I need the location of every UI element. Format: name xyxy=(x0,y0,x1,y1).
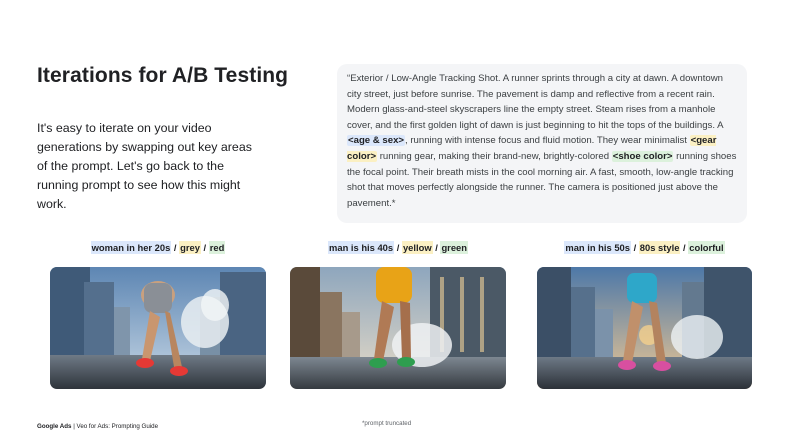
caption-separator: / xyxy=(432,242,441,253)
video-thumbnail-2 xyxy=(290,267,506,389)
caption-age-sex: woman in her 20s xyxy=(91,242,171,253)
video-thumbnail-3 xyxy=(537,267,752,389)
footer-separator: | xyxy=(71,423,77,430)
gear-color-placeholder: <gear color> xyxy=(347,135,717,162)
variation-caption-1 xyxy=(50,242,266,253)
caption-age-sex: man in his 50s xyxy=(565,242,630,253)
age-sex-placeholder: <age & sex> xyxy=(348,135,405,147)
prompt-truncated-note: *prompt truncated xyxy=(362,420,412,427)
caption-separator: / xyxy=(200,242,209,253)
caption-shoe-color: red xyxy=(209,242,225,253)
caption-separator: / xyxy=(680,242,689,253)
caption-gear-color: 80s style xyxy=(639,242,680,253)
video-thumbnail-1 xyxy=(50,267,266,389)
caption-separator: / xyxy=(171,242,180,253)
caption-shoe-color: green xyxy=(441,242,467,253)
caption-gear-color: grey xyxy=(180,242,200,253)
caption-age-sex: man is his 40s xyxy=(329,242,394,253)
prompt-text-box xyxy=(337,64,747,223)
footer-brand xyxy=(37,423,158,430)
variation-caption-3 xyxy=(537,242,752,253)
prompt-text: “Exterior / Low-Angle Tracking Shot. A runner sprints through a city at dawn. A downtown city street, just before sunrise. The pavement is damp and reflective from a recent rain. Modern glass-and-steel skyscrapers line the empty street. Steam rises from a manhole cover, and the first golden light of dawn is just beginning to hit the tops of the buildings. A xyxy=(347,73,724,131)
footer-brand-name: Google Ads xyxy=(37,423,72,430)
footer-guide-title: Veo for Ads: Prompting Guide xyxy=(76,423,159,430)
prompt-text: running gear, making their brand-new, brightly-colored xyxy=(377,150,612,162)
prompt-text: , running with intense focus and fluid motion. They wear minimalist xyxy=(405,135,690,147)
caption-separator: / xyxy=(394,242,402,253)
caption-shoe-color: colorful xyxy=(689,242,724,253)
slide-title: Iterations for A/B Testing xyxy=(37,64,289,87)
caption-separator: / xyxy=(630,242,639,253)
slide-body-text: It's easy to iterate on your video generations by swapping out key areas of the prompt. Let's go back to the running prompt to see how this might work. xyxy=(37,121,252,211)
prompt-text: running shoes the focal point. Their breath mists in the cool morning air. A fast, smooth, low-angle tracking shot that moves perfectly alongside the runner. The camera is positioned just above the pavement.* xyxy=(347,150,737,209)
shoe-color-placeholder: <shoe color> xyxy=(612,150,673,162)
caption-gear-color: yellow xyxy=(402,242,432,253)
variation-caption-2 xyxy=(290,242,506,253)
